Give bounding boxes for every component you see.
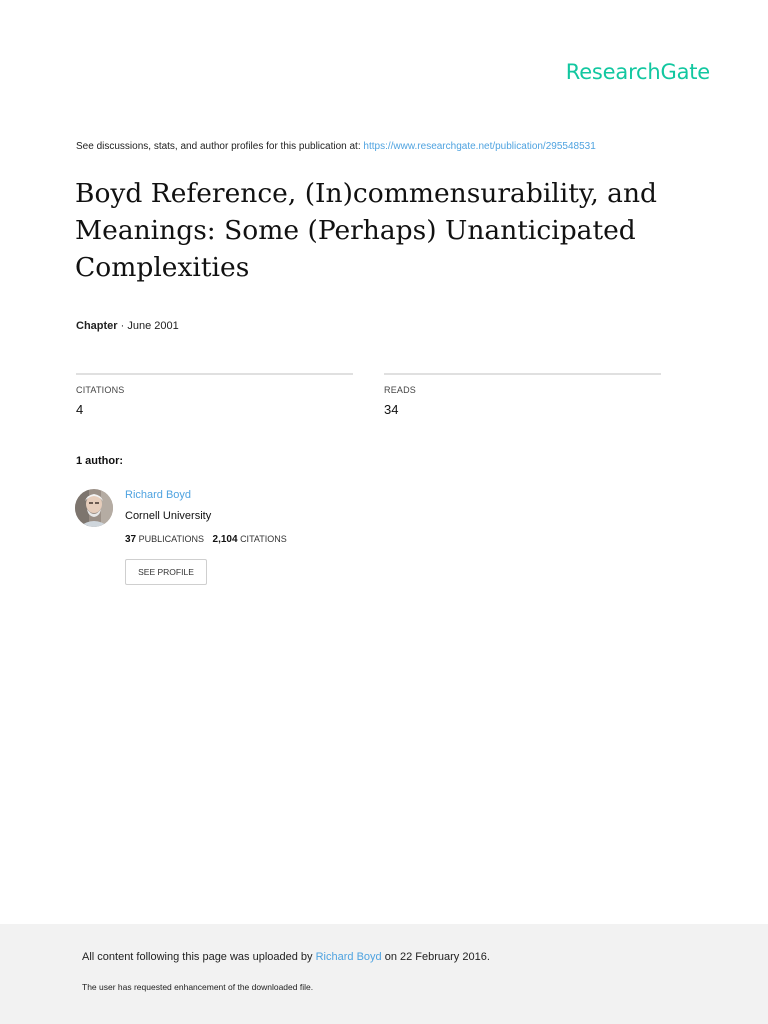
author-name-link[interactable]: [125, 489, 191, 501]
author-stats: [125, 534, 287, 545]
footer: [0, 924, 768, 1024]
upload-notice: [82, 951, 490, 963]
intro-text: See discussions, stats, and author profiles for this publication at:: [76, 141, 364, 152]
reads-stat: [384, 373, 661, 417]
uploader-link[interactable]: Richard Boyd: [315, 951, 382, 963]
publication-type: Chapter: [76, 320, 118, 332]
citations-label: CITATIONS: [76, 385, 125, 395]
author-institution: Cornell University: [125, 510, 212, 522]
publication-title: Boyd Reference, (In)commensurability, and Meanings: Some (Perhaps) Unanticipated Complexities: [75, 178, 658, 283]
researchgate-logo[interactable]: ResearchGate: [565, 60, 710, 84]
author-photo-icon: [75, 489, 113, 527]
author-name[interactable]: Richard Boyd: [125, 489, 192, 501]
author-publications-label: PUBLICATIONS: [138, 534, 204, 544]
reads-value: 34: [384, 402, 399, 417]
author-citations-count: 2,104: [212, 534, 238, 545]
meta-separator: ·: [117, 320, 128, 332]
citations-stat: [76, 373, 353, 417]
author-publications-count: 37: [125, 534, 137, 545]
authors-heading: 1 author:: [76, 455, 124, 467]
enhancement-note: The user has requested enhancement of the downloaded file.: [82, 982, 314, 992]
upload-suffix: on 22 February 2016.: [381, 951, 490, 963]
author-avatar[interactable]: [75, 489, 113, 527]
see-profile-button[interactable]: SEE PROFILE: [125, 559, 207, 585]
reads-label: READS: [384, 385, 417, 395]
upload-prefix: All content following this page was uploaded by: [82, 951, 316, 963]
publication-date: June 2001: [127, 320, 179, 332]
citations-value: 4: [76, 402, 84, 417]
publication-meta: [76, 320, 179, 332]
author-citations-label: CITATIONS: [240, 534, 287, 544]
publication-link[interactable]: https://www.researchgate.net/publication/295548531: [363, 141, 596, 152]
intro-line: [76, 141, 596, 152]
